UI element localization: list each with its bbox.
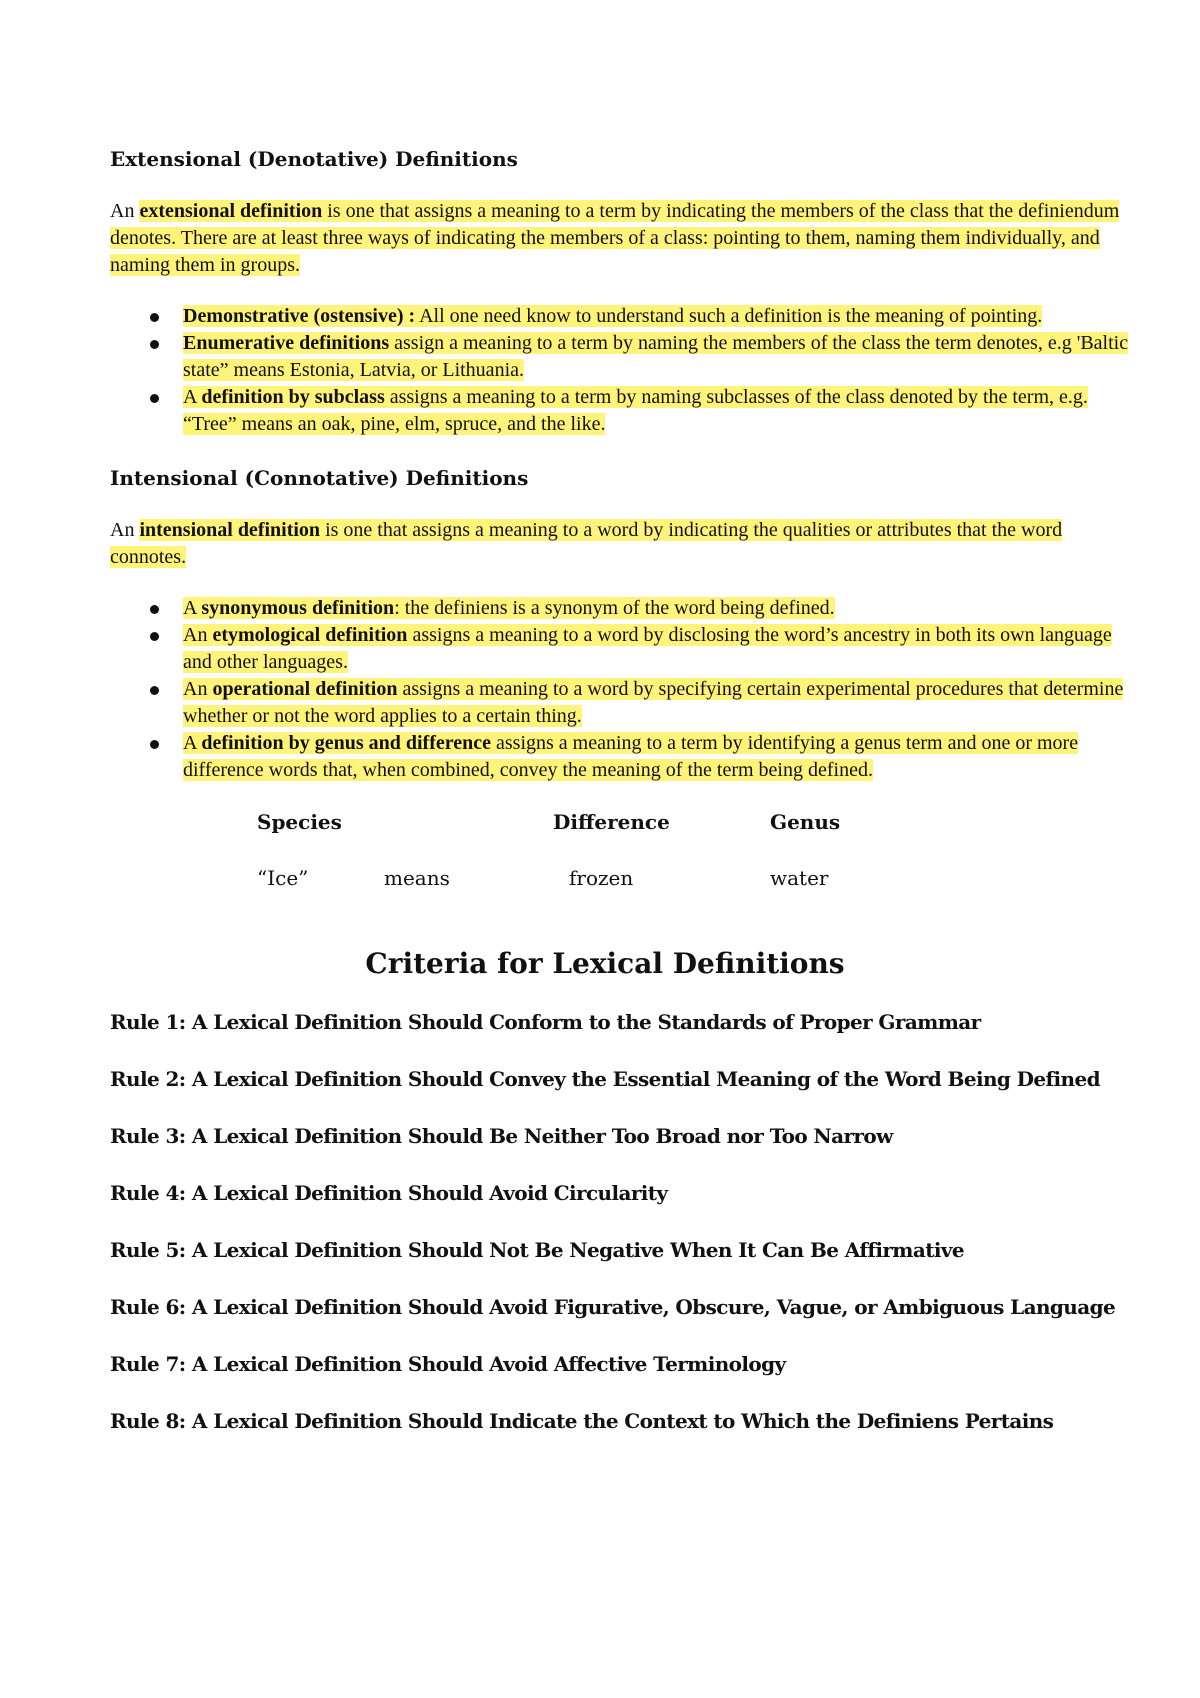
intensional-intro (110, 517, 1140, 571)
intro-text: is one that assigns a meaning to a term by indicating the members of the class that the definiendum denotes. There are at least three ways of indicating the members of a class: pointing to them, naming them individually, and naming them in groups. (110, 200, 1120, 276)
bullet-term: Demonstrative (ostensive) : (183, 305, 416, 327)
list-item (110, 330, 1140, 384)
extensional-heading: Extensional (Denotative) Definitions (110, 147, 518, 171)
bullet-icon (150, 313, 159, 322)
bullet-text: assigns a meaning to a term by naming subclasses of the class denoted by the term, e.g. “Tree” means an oak, pine, elm, spruce, and the like. (183, 386, 1088, 435)
list-item (110, 303, 1140, 330)
bullet-icon (150, 394, 159, 403)
rule-6: Rule 6: A Lexical Definition Should Avoid Figurative, Obscure, Vague, or Ambiguous Language (110, 1295, 1116, 1319)
bullet-highlight: An operational definition assigns a meaning to a word by specifying certain experimental procedures that determine whether or not the word applies to a certain thing. (183, 678, 1124, 727)
bullet-highlight: A synonymous definition: the definiens is a synonym of the word being defined. (183, 597, 835, 619)
document-content (110, 145, 1140, 1464)
bullet-text: assigns a meaning to a word by disclosing the word’s ancestry in both its own language and other languages. (183, 624, 1112, 673)
bullet-highlight (183, 305, 1042, 327)
bullet-text: assigns a meaning to a word by specifying certain experimental procedures that determine whether or not the word applies to a certain thing. (183, 678, 1124, 727)
genus-difference-table (110, 810, 1140, 894)
list-item (110, 730, 1140, 784)
species-cell: “Ice” (257, 866, 309, 890)
table-header-row (110, 810, 1140, 838)
list-item (110, 622, 1140, 676)
table-row (110, 866, 1140, 894)
bullet-icon (150, 740, 159, 749)
means-cell: means (384, 866, 450, 890)
list-item (110, 676, 1140, 730)
bullet-term: definition by genus and difference (201, 732, 492, 754)
rule-3: Rule 3: A Lexical Definition Should Be Neither Too Broad nor Too Narrow (110, 1124, 893, 1148)
intro-term: intensional definition (139, 519, 321, 541)
intro-term: extensional definition (139, 200, 323, 222)
rule-4: Rule 4: A Lexical Definition Should Avoid Circularity (110, 1181, 668, 1205)
bullet-highlight: An etymological definition assigns a meaning to a word by disclosing the word’s ancestry in both its own language and other languages. (183, 624, 1112, 673)
rule-8: Rule 8: A Lexical Definition Should Indicate the Context to Which the Definiens Pertains (110, 1409, 1054, 1433)
bullet-term: synonymous definition (201, 597, 395, 619)
bullet-text: All one need know to understand such a definition is the meaning of pointing. (415, 305, 1043, 327)
genus-header: Genus (770, 810, 841, 834)
list-item (110, 595, 1140, 622)
bullet-highlight (183, 332, 1128, 381)
difference-header: Difference (553, 810, 670, 834)
bullet-icon (150, 686, 159, 695)
bullet-text: : the definiens is a synonym of the word being defined. (394, 597, 835, 619)
rule-7: Rule 7: A Lexical Definition Should Avoid Affective Terminology (110, 1352, 786, 1376)
intensional-heading: Intensional (Connotative) Definitions (110, 466, 529, 490)
intro-prefix: An (110, 200, 140, 222)
extensional-intro (110, 198, 1140, 279)
criteria-title: Criteria for Lexical Definitions (365, 947, 845, 980)
intro-highlight (110, 200, 1119, 276)
extensional-list (110, 303, 1140, 438)
bullet-icon (150, 632, 159, 641)
intensional-list (110, 595, 1140, 784)
bullet-icon (150, 605, 159, 614)
bullet-icon (150, 340, 159, 349)
bullet-highlight: A definition by subclass assigns a meaning to a term by naming subclasses of the class denoted by the term, e.g. “Tree” means an oak, pine, elm, spruce, and the like. (183, 386, 1088, 435)
rule-1: Rule 1: A Lexical Definition Should Conform to the Standards of Proper Grammar (110, 1010, 981, 1034)
genus-cell: water (770, 866, 829, 890)
bullet-highlight: A definition by genus and difference assigns a meaning to a term by identifying a genus term and one or more difference words that, when combined, convey the meaning of the term being defined. (183, 732, 1079, 781)
bullet-text: assigns a meaning to a term by identifying a genus term and one or more difference words that, when combined, convey the meaning of the term being defined. (183, 732, 1079, 781)
bullet-term: definition by subclass (201, 386, 385, 408)
intro-highlight (110, 519, 1062, 568)
intro-prefix: An (110, 519, 140, 541)
intro-text: is one that assigns a meaning to a word by indicating the qualities or attributes that the word connotes. (110, 519, 1063, 568)
bullet-text: assign a meaning to a term by naming the members of the class the term denotes, e.g 'Baltic state” means Estonia, Latvia, or Lithuania. (183, 332, 1129, 381)
rule-5: Rule 5: A Lexical Definition Should Not Be Negative When It Can Be Affirmative (110, 1238, 964, 1262)
species-header: Species (257, 810, 342, 834)
bullet-term: etymological definition (212, 624, 408, 646)
bullet-term: operational definition (212, 678, 398, 700)
list-item (110, 384, 1140, 438)
rule-2: Rule 2: A Lexical Definition Should Convey the Essential Meaning of the Word Being Defined (110, 1067, 1100, 1091)
bullet-term: Enumerative definitions (183, 332, 390, 354)
difference-cell: frozen (569, 866, 634, 890)
